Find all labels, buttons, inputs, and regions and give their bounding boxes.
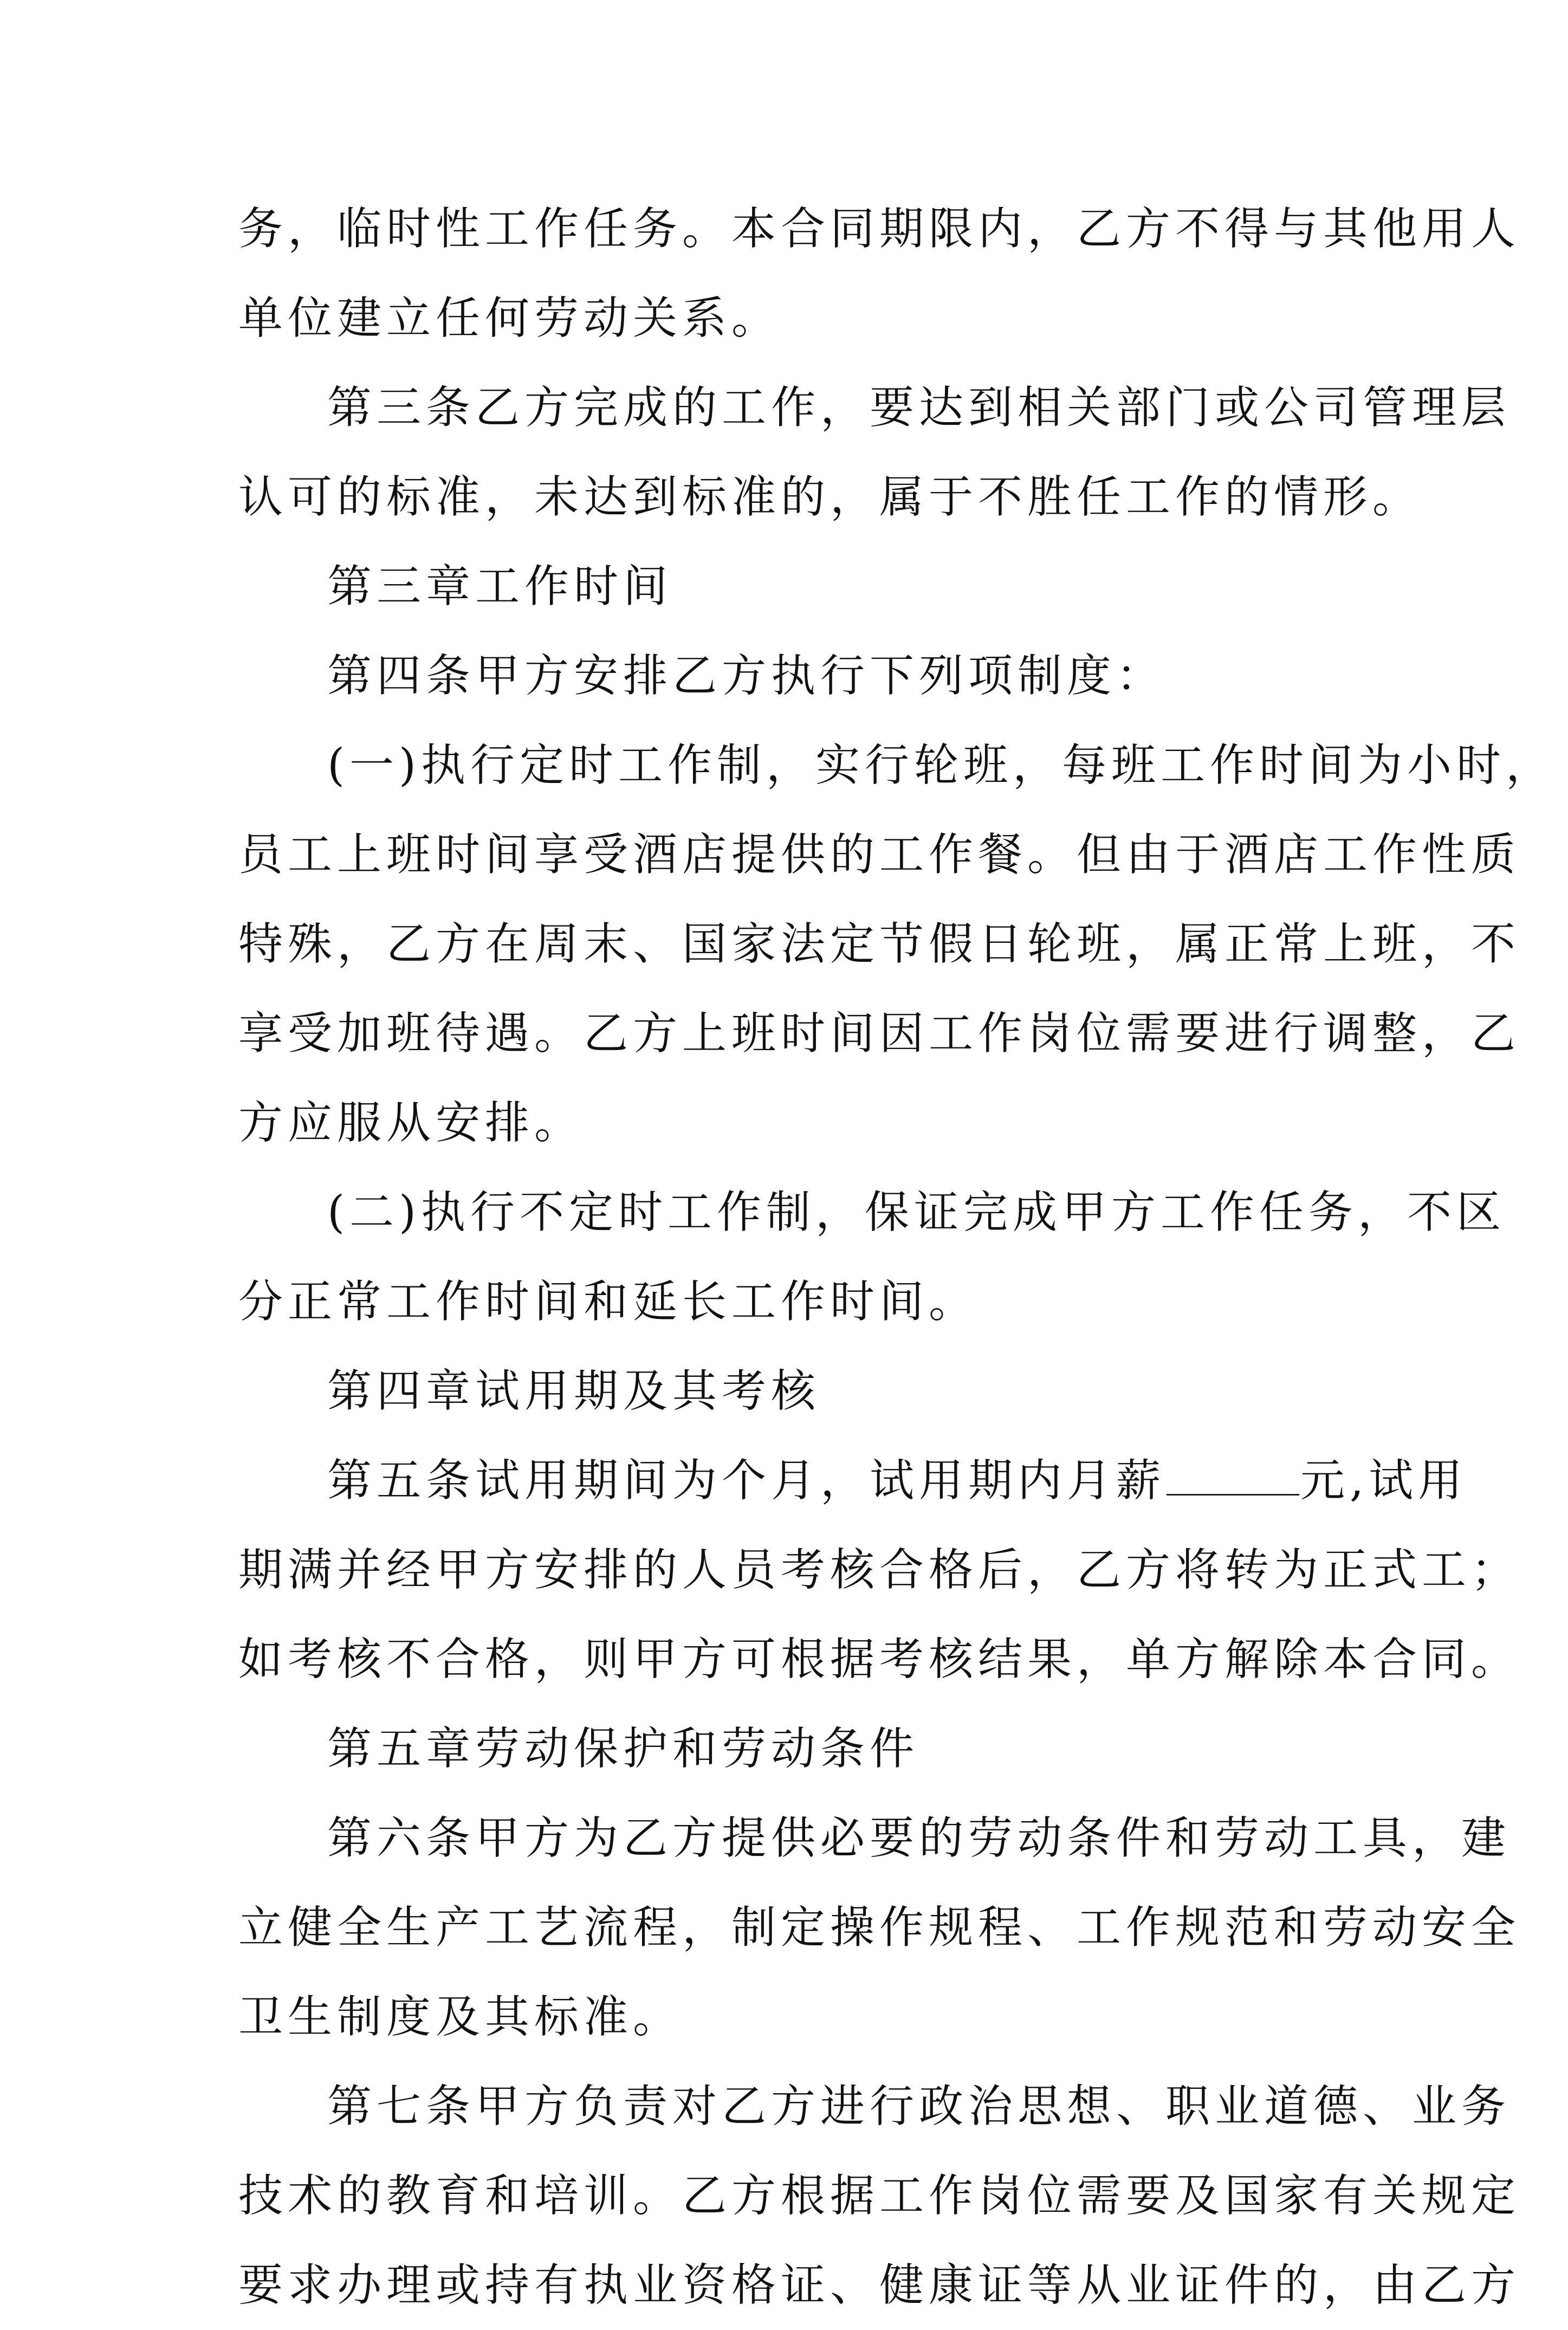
article-6-line: 第六条甲方为乙方提供必要的劳动条件和劳动工具，建 (327, 1813, 1511, 1864)
article-7-line: 第七条甲方负责对乙方进行政治思想、职业道德、业务 (327, 2081, 1511, 2132)
chapter-3-heading: 第三章工作时间 (327, 561, 673, 612)
text-line: 卫生制度及其标准。 (238, 1991, 683, 2043)
text-line: 方应服从安排。 (238, 1097, 584, 1149)
article-5-text-after: 元,试用 (1300, 1455, 1468, 1506)
text-line: 分正常工作时间和延长工作时间。 (238, 1276, 979, 1328)
text-line: 技术的教育和培训。乙方根据工作岗位需要及国家有关规定 (238, 2170, 1521, 2222)
item-1-line: (一)执行定时工作制，实行轮班，每班工作时间为小时， (327, 740, 1555, 791)
article-3-line: 第三条乙方完成的工作，要达到相关部门或公司管理层 (327, 382, 1511, 433)
chapter-5-heading: 第五章劳动保护和劳动条件 (327, 1723, 919, 1775)
text-line: 期满并经甲方安排的人员考核合格后，乙方将转为正式工； (238, 1544, 1521, 1596)
salary-blank-field (1167, 1449, 1299, 1496)
text-line: 如考核不合格，则甲方可根据考核结果，单方解除本合同。 (238, 1634, 1521, 1685)
text-line: 立健全生产工艺流程，制定操作规程、工作规范和劳动安全 (238, 1902, 1521, 1953)
text-line: 员工上班时间享受酒店提供的工作餐。但由于酒店工作性质 (238, 829, 1521, 881)
contract-body (238, 184, 1555, 2330)
text-line: 要求办理或持有执业资格证、健康证等从业证件的，由乙方 (238, 2260, 1521, 2311)
article-4-line: 第四条甲方安排乙方执行下列项制度： (327, 650, 1166, 702)
item-2-line: (二)执行不定时工作制，保证完成甲方工作任务，不区 (327, 1187, 1506, 1238)
text-line: 享受加班待遇。乙方上班时间因工作岗位需要进行调整，乙 (238, 1008, 1521, 1059)
chapter-4-heading: 第四章试用期及其考核 (327, 1365, 821, 1417)
article-5-text-before: 第五条试用期间为个月，试用期内月薪 (327, 1455, 1166, 1506)
text-line: 单位建立任何劳动关系。 (238, 293, 781, 344)
text-line: 认可的标准，未达到标准的，属于不胜任工作的情形。 (238, 471, 1422, 523)
text-line: 务，临时性工作任务。本合同期限内，乙方不得与其他用人 (238, 203, 1521, 255)
article-5-line (238, 1436, 1468, 1525)
text-line: 特殊，乙方在周末、国家法定节假日轮班，属正常上班，不 (238, 918, 1521, 970)
